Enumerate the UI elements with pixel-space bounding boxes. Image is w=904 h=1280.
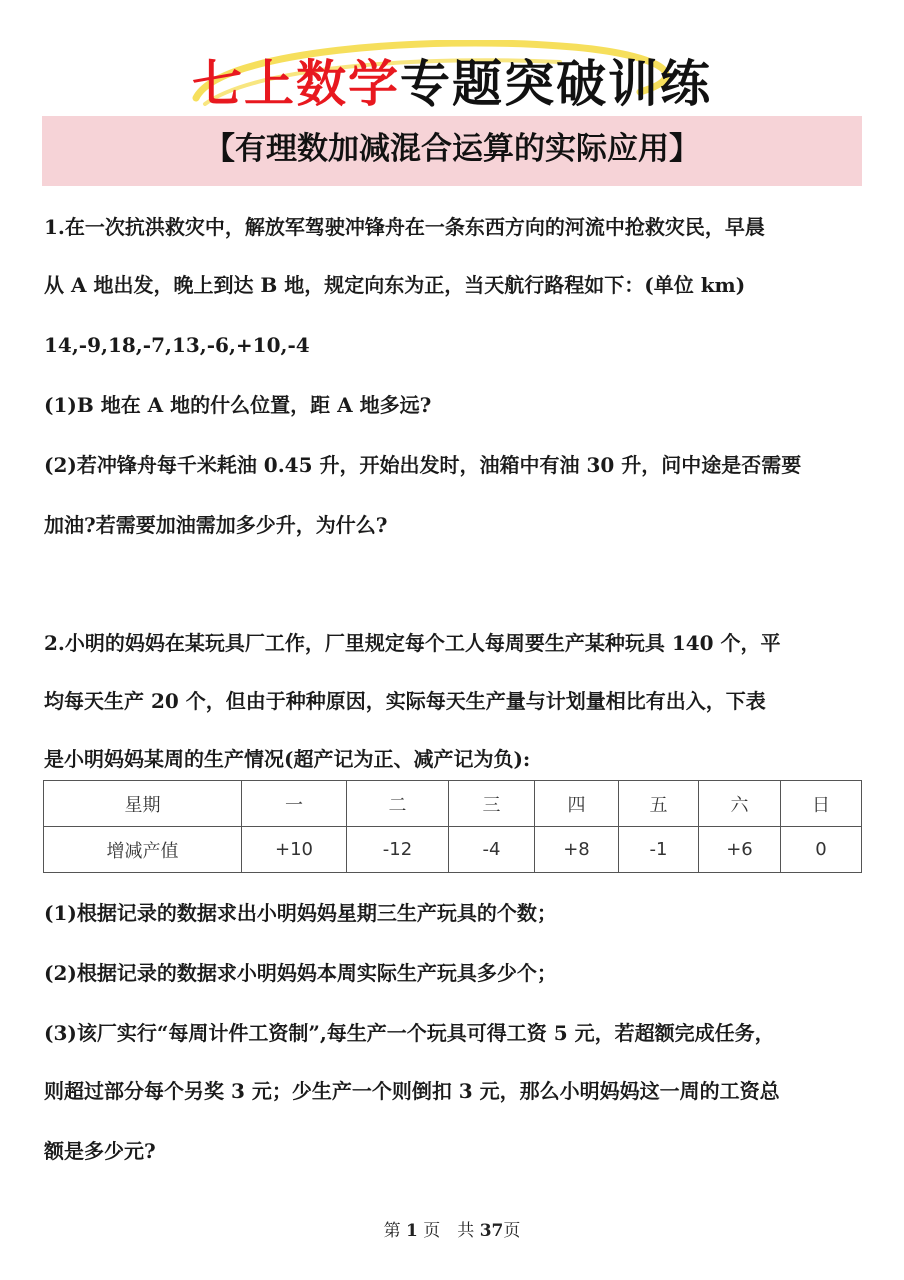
subtitle-band bbox=[42, 116, 862, 186]
problem1-line2: 从 A 地出发，晚上到达 B 地，规定向东为正，当天航行路程如下：(单位 km) bbox=[44, 273, 746, 297]
problem1-question1: (1)B 地在 A 地的什么位置，距 A 地多远? bbox=[44, 393, 432, 417]
footer-total-pages: 37 bbox=[479, 1221, 504, 1241]
footer-suffix: 页 bbox=[503, 1221, 521, 1241]
problem2-line1: 2.小明的妈妈在某玩具厂工作，厂里规定每个工人每周要生产某种玩具 140 个，平 bbox=[44, 631, 781, 655]
table-header-cell: 二 bbox=[347, 781, 449, 827]
page-title bbox=[0, 54, 904, 114]
problem2-question1: (1)根据记录的数据求出小明妈妈星期三生产玩具的个数； bbox=[44, 901, 557, 925]
problem2-question3-line1: (3)该厂实行“每周计件工资制”,每生产一个玩具可得工资 5 元，若超额完成任务， bbox=[44, 1021, 775, 1045]
page-title-red: 七上数学 bbox=[192, 55, 400, 113]
table-header-cell: 六 bbox=[699, 781, 781, 827]
table-header-cell: 四 bbox=[535, 781, 619, 827]
problem1-data: 14,-9,18,-7,13,-6,+10,-4 bbox=[44, 333, 310, 357]
footer-prefix: 第 bbox=[383, 1221, 401, 1241]
table-header-row bbox=[44, 781, 862, 827]
footer-middle: 页 共 bbox=[423, 1221, 475, 1241]
table-header-cell: 日 bbox=[781, 781, 862, 827]
table-row bbox=[44, 827, 862, 873]
table-header-cell: 五 bbox=[619, 781, 699, 827]
table-header-cell: 一 bbox=[242, 781, 347, 827]
table-cell: +10 bbox=[242, 827, 347, 873]
table-cell: -12 bbox=[347, 827, 449, 873]
table-cell: +8 bbox=[535, 827, 619, 873]
production-table bbox=[43, 780, 862, 873]
table-cell: 0 bbox=[781, 827, 862, 873]
problem2-line3: 是小明妈妈某周的生产情况(超产记为正、减产记为负): bbox=[44, 747, 531, 771]
table-cell: -1 bbox=[619, 827, 699, 873]
title-area bbox=[0, 40, 904, 120]
problem1-question2-line1: (2)若冲锋舟每千米耗油 0.45 升，开始出发时，油箱中有油 30 升，问中途是否需要 bbox=[44, 453, 802, 477]
page-title-black: 专题突破训练 bbox=[400, 55, 712, 113]
problem2-question3-line3: 额是多少元? bbox=[44, 1139, 156, 1163]
subtitle: 【有理数加减混合运算的实际应用】 bbox=[204, 131, 700, 167]
problem1-line1: 1.在一次抗洪救灾中，解放军驾驶冲锋舟在一条东西方向的河流中抢救灾民，早晨 bbox=[44, 215, 765, 239]
problem2-question2: (2)根据记录的数据求小明妈妈本周实际生产玩具多少个； bbox=[44, 961, 557, 985]
table-header-label: 星期 bbox=[44, 781, 242, 827]
page-footer bbox=[0, 1218, 904, 1244]
footer-page-number: 1 bbox=[406, 1221, 418, 1241]
problem2-line2: 均每天生产 20 个，但由于种种原因，实际每天生产量与计划量相比有出入，下表 bbox=[44, 689, 766, 713]
problem2-question3-line2: 则超过部分每个另奖 3 元；少生产一个则倒扣 3 元，那么小明妈妈这一周的工资总 bbox=[44, 1079, 780, 1103]
table-cell: +6 bbox=[699, 827, 781, 873]
table-header-cell: 三 bbox=[449, 781, 535, 827]
problem1-question2-line2: 加油?若需要加油需加多少升，为什么? bbox=[44, 513, 388, 537]
table-cell: -4 bbox=[449, 827, 535, 873]
table-row-label: 增减产值 bbox=[44, 827, 242, 873]
